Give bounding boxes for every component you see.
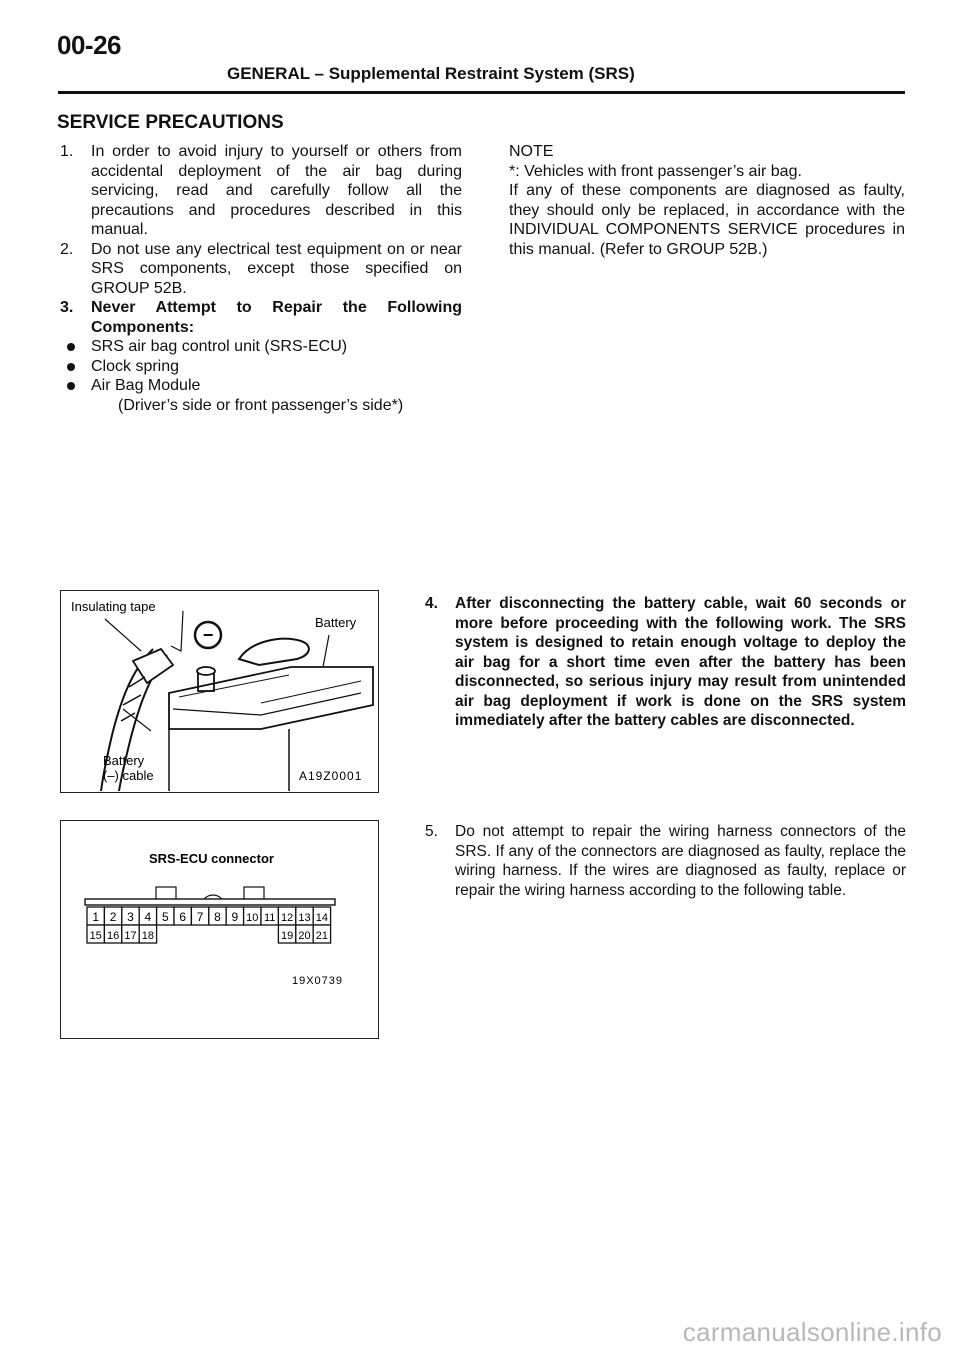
header-title: GENERAL – Supplemental Restraint System (SRS) bbox=[227, 64, 635, 83]
bullet-text: SRS air bag control unit (SRS-ECU) bbox=[91, 338, 348, 355]
section-title: SERVICE PRECAUTIONS bbox=[57, 112, 284, 133]
pin-17: 17 bbox=[124, 930, 137, 942]
list-item bbox=[60, 337, 462, 357]
minus-sign: − bbox=[202, 625, 214, 645]
step-4 bbox=[425, 594, 906, 731]
connector-title: SRS-ECU connector bbox=[149, 851, 274, 866]
pin-1: 1 bbox=[92, 910, 100, 924]
pin-8: 8 bbox=[214, 910, 221, 924]
bullet-icon bbox=[67, 363, 75, 371]
pin-18: 18 bbox=[141, 930, 155, 942]
pin-15: 15 bbox=[89, 930, 102, 942]
precaution-item-2 bbox=[60, 240, 462, 299]
precaution-item-1 bbox=[60, 142, 462, 240]
note-asterisk: *: Vehicles with front passenger’s air bag. bbox=[509, 162, 802, 180]
item-number: 2. bbox=[60, 240, 74, 258]
pin-13: 13 bbox=[298, 912, 311, 924]
positive-cover-icon bbox=[239, 639, 309, 665]
list-item bbox=[60, 357, 462, 377]
bullet-text: Air Bag Module bbox=[91, 377, 201, 394]
note-text: If any of these components are diagnosed as faulty, they should only be replaced, in accordance with the INDIVIDUAL COMPONENTS SERVICE procedures in this manual. (Refer to GROUP 52B.) bbox=[509, 182, 905, 258]
pin-20: 20 bbox=[298, 930, 311, 942]
header-rule bbox=[58, 91, 905, 94]
pin-16: 16 bbox=[106, 930, 120, 942]
bullet-text: Clock spring bbox=[91, 357, 180, 375]
srs-connector-figure bbox=[60, 820, 379, 1039]
label-battery-cable-1: Battery bbox=[103, 753, 145, 768]
tape-wrap-icon bbox=[133, 649, 173, 683]
connector-illustration bbox=[61, 821, 378, 1038]
pin-7: 7 bbox=[196, 910, 204, 924]
precautions-list bbox=[60, 142, 462, 415]
step-5 bbox=[425, 822, 906, 900]
step-number: 4. bbox=[425, 595, 438, 612]
figure-code: A19Z0001 bbox=[299, 769, 363, 783]
pin-3: 3 bbox=[127, 910, 134, 924]
precaution-item-3 bbox=[60, 298, 462, 337]
tape-leader-icon bbox=[105, 619, 141, 651]
pin-11: 11 bbox=[263, 912, 276, 924]
pin-21: 21 bbox=[315, 930, 329, 942]
step-text: Do not attempt to repair the wiring harness connectors of the SRS. If any of the connectors are diagnosed as faulty, replace the wiring harness. If the wires are diagnosed as faulty, replace or repair the wiring harness according to the following table. bbox=[455, 823, 906, 899]
note-block bbox=[509, 142, 905, 259]
bottom-pin-row bbox=[87, 925, 331, 943]
item-text: In order to avoid injury to yourself or others from accidental deployment of the air bag during servicing, read and carefully follow all the precautions and procedures described in this manual. bbox=[91, 143, 462, 238]
pin-10: 10 bbox=[246, 912, 259, 924]
terminal-top-icon bbox=[197, 667, 215, 675]
label-battery: Battery bbox=[315, 615, 357, 630]
cable-leader-icon bbox=[123, 709, 151, 731]
item-number: 1. bbox=[60, 143, 74, 160]
list-item bbox=[60, 376, 462, 396]
item-number: 3. bbox=[60, 299, 74, 316]
pin-5: 5 bbox=[161, 910, 169, 924]
note-label: NOTE bbox=[509, 143, 554, 160]
label-insulating-tape: Insulating tape bbox=[71, 599, 156, 614]
watermark: carmanualsonline.info bbox=[682, 1317, 942, 1347]
connector-housing-top bbox=[85, 899, 335, 905]
page-number: 00-26 bbox=[57, 30, 121, 60]
pin-2: 2 bbox=[109, 910, 117, 924]
pin-9: 9 bbox=[231, 910, 239, 924]
bullet-icon bbox=[67, 382, 75, 390]
step-text: After disconnecting the battery cable, wait 60 seconds or more before proceeding with the following work. The SRS system is designed to retain enough voltage to deploy the air bag for a short time even after the battery has been disconnected, so serious injury may result from unintended air bag deployment if work is done on the SRS system immediately after the battery cables are disconnected. bbox=[455, 595, 906, 729]
item-heading: Never Attempt to Repair the Following Components: bbox=[91, 299, 462, 336]
step-number: 5. bbox=[425, 823, 438, 840]
bullet-icon bbox=[67, 343, 75, 351]
top-pin-row bbox=[87, 907, 331, 925]
label-battery-cable-2: (–) cable bbox=[103, 768, 154, 783]
battery-ridge-icon bbox=[173, 693, 361, 715]
battery-illustration bbox=[61, 591, 378, 792]
pin-4: 4 bbox=[144, 910, 152, 924]
tape-leader2-icon bbox=[171, 611, 183, 651]
bullet-subtext: (Driver’s side or front passenger’s side*) bbox=[118, 396, 404, 414]
pin-6: 6 bbox=[179, 910, 187, 924]
pin-14: 14 bbox=[315, 912, 329, 924]
tape-stripes-icon bbox=[121, 677, 145, 721]
battery-leader-icon bbox=[323, 635, 329, 667]
item-text: Do not use any electrical test equipment on or near SRS components, except those specified on GROUP 52B. bbox=[91, 240, 462, 297]
battery-figure bbox=[60, 590, 379, 793]
battery-sides-icon bbox=[169, 729, 289, 791]
pin-12: 12 bbox=[280, 912, 294, 924]
pin-19: 19 bbox=[280, 930, 294, 942]
figure-code: 19X0739 bbox=[291, 975, 343, 987]
